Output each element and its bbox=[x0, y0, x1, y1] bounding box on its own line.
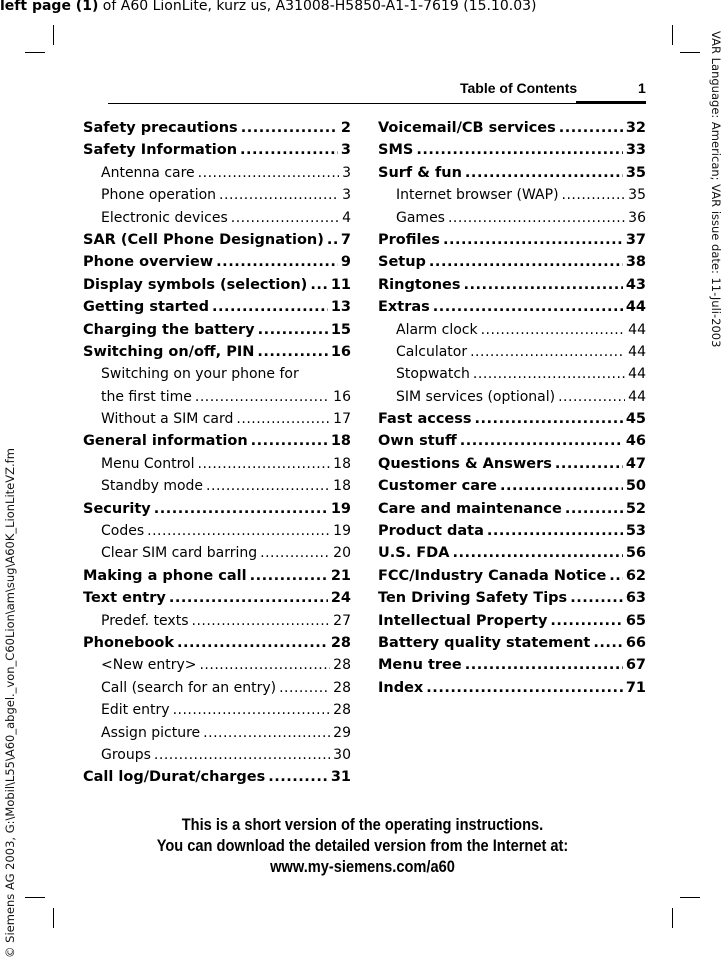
crop-mark bbox=[25, 52, 45, 53]
crop-mark bbox=[672, 908, 673, 928]
toc-leader-dots bbox=[433, 299, 623, 315]
crop-mark bbox=[680, 897, 700, 898]
toc-entry-label: Clear SIM card barring bbox=[101, 545, 258, 562]
toc-entry-label: Setup bbox=[378, 254, 426, 271]
toc-entry-page: 66 bbox=[625, 634, 646, 651]
toc-entry[interactable] bbox=[83, 142, 351, 164]
toc-entry[interactable] bbox=[83, 635, 351, 657]
toc-entry[interactable] bbox=[378, 344, 646, 366]
toc-entry-page: 21 bbox=[330, 567, 351, 584]
toc-entry[interactable] bbox=[378, 613, 646, 635]
toc-entry-label: Questions & Answers bbox=[378, 455, 552, 472]
toc-entry-page: 16 bbox=[333, 388, 351, 405]
toc-entry[interactable] bbox=[378, 523, 646, 545]
toc-entry-label: Own stuff bbox=[378, 433, 457, 450]
toc-leader-dots bbox=[558, 389, 625, 405]
toc-entry-page: 50 bbox=[625, 478, 646, 495]
toc-entry-label: Without a SIM card bbox=[101, 411, 234, 428]
toc-entry-page: 44 bbox=[628, 366, 646, 383]
toc-entry-label: Menu Control bbox=[101, 455, 195, 472]
toc-entry[interactable] bbox=[83, 769, 351, 791]
toc-entry[interactable] bbox=[83, 120, 351, 142]
toc-leader-dots bbox=[173, 702, 331, 718]
toc-entry-label: Safety precautions bbox=[83, 120, 238, 136]
toc-leader-dots bbox=[593, 635, 622, 651]
toc-entry-label: Product data bbox=[378, 523, 484, 540]
toc-leader-dots bbox=[169, 590, 328, 606]
toc-entry-label: Alarm clock bbox=[396, 321, 478, 338]
toc-entry-label: Battery quality statement bbox=[378, 634, 591, 651]
toc-entry[interactable] bbox=[378, 545, 646, 567]
toc-entry-page: 47 bbox=[625, 455, 646, 472]
toc-entry-label: Care and maintenance bbox=[378, 500, 562, 517]
toc-entry-label: Internet browser (WAP) bbox=[396, 187, 559, 204]
footer-url: www.my-siemens.com/a60 bbox=[270, 857, 455, 876]
toc-entry-label: Stopwatch bbox=[396, 366, 470, 383]
toc-entry[interactable] bbox=[83, 210, 351, 232]
toc-entry-label: Predef. texts bbox=[101, 612, 189, 629]
toc-entry-label: Switching on your phone for bbox=[101, 366, 299, 383]
toc-entry[interactable] bbox=[378, 590, 646, 612]
toc-leader-dots bbox=[460, 433, 623, 449]
toc-leader-dots bbox=[448, 210, 625, 226]
toc-entry-page: 28 bbox=[333, 679, 351, 696]
toc-entry[interactable] bbox=[83, 277, 351, 299]
toc-entry[interactable] bbox=[83, 232, 351, 254]
toc-entry-page: 13 bbox=[330, 299, 351, 316]
header-rule-accent bbox=[576, 101, 646, 104]
toc-entry-label: Call log/Durat/charges bbox=[83, 769, 266, 786]
toc-entry[interactable] bbox=[378, 411, 646, 433]
toc-leader-dots bbox=[206, 478, 330, 494]
toc-entry-page: 7 bbox=[340, 231, 351, 248]
toc-entry-label: the first time bbox=[101, 388, 192, 405]
toc-entry-label: Getting started bbox=[83, 299, 209, 316]
toc-entry-page: 3 bbox=[342, 164, 351, 181]
toc-entry[interactable] bbox=[83, 165, 351, 187]
toc-entry[interactable] bbox=[83, 747, 351, 769]
toc-entry[interactable] bbox=[83, 680, 351, 702]
toc-leader-dots bbox=[500, 478, 623, 494]
toc-entry-label: U.S. FDA bbox=[378, 545, 450, 562]
toc-entry[interactable] bbox=[378, 299, 646, 321]
toc-entry-page: 3 bbox=[342, 187, 351, 204]
toc-entry-label: SAR (Cell Phone Designation) bbox=[83, 231, 324, 248]
toc-leader-dots bbox=[470, 344, 625, 360]
toc-entry-page: 11 bbox=[330, 276, 351, 293]
toc-entry[interactable] bbox=[378, 568, 646, 590]
toc-entry[interactable] bbox=[83, 657, 351, 679]
toc-entry[interactable] bbox=[378, 187, 646, 209]
page-number: 1 bbox=[638, 80, 646, 96]
toc-leader-dots bbox=[236, 411, 330, 427]
toc-leader-dots bbox=[562, 187, 626, 203]
toc-entry-page: 46 bbox=[625, 433, 646, 450]
toc-entry-page: 4 bbox=[342, 209, 351, 226]
toc-leader-dots bbox=[147, 523, 330, 539]
toc-entry[interactable] bbox=[83, 366, 351, 388]
footer-line-1: This is a short version of the operating instructions. bbox=[181, 815, 544, 834]
toc-entry-page: 71 bbox=[625, 679, 646, 696]
toc-entry-label: Edit entry bbox=[101, 702, 170, 719]
toc-leader-dots bbox=[154, 747, 330, 763]
side-var-language: VAR Language: American; VAR issue date: 11-Juli-2003 bbox=[709, 31, 723, 348]
toc-leader-dots bbox=[481, 322, 626, 338]
toc-leader-dots bbox=[327, 232, 338, 248]
toc-entry-label: SIM services (optional) bbox=[396, 388, 556, 405]
toc-entry-page: 29 bbox=[333, 724, 351, 741]
toc-entry[interactable] bbox=[83, 187, 351, 209]
toc-entry-label: Codes bbox=[101, 523, 145, 540]
toc-entry-page: 19 bbox=[333, 523, 351, 540]
toc-entry[interactable] bbox=[378, 254, 646, 276]
toc-leader-dots bbox=[452, 545, 622, 561]
toc-entry-label: Display symbols (selection) bbox=[83, 276, 308, 293]
toc-entry[interactable] bbox=[83, 501, 351, 523]
toc-entry[interactable] bbox=[378, 142, 646, 164]
toc-entry-label: Phonebook bbox=[83, 634, 175, 651]
toc-leader-dots bbox=[241, 120, 338, 136]
toc-leader-dots bbox=[279, 680, 330, 696]
toc-entry-label: Charging the battery bbox=[83, 321, 255, 338]
toc-entry-label: FCC/Industry Canada Notice bbox=[378, 567, 607, 584]
toc-entry-page: 65 bbox=[625, 612, 646, 629]
toc-entry[interactable] bbox=[83, 725, 351, 747]
toc-leader-dots bbox=[570, 590, 623, 606]
page-header-title: Table of Contents bbox=[460, 80, 578, 96]
toc-entry[interactable] bbox=[83, 299, 351, 321]
toc-leader-dots bbox=[199, 657, 330, 673]
toc-leader-dots bbox=[559, 120, 623, 136]
toc-right-column bbox=[378, 120, 646, 702]
toc-entry-page: 45 bbox=[625, 411, 646, 428]
toc-entry-label: <New entry> bbox=[101, 657, 197, 674]
toc-left-column bbox=[83, 120, 351, 792]
toc-entry-page: 15 bbox=[330, 321, 351, 338]
toc-leader-dots bbox=[465, 165, 623, 181]
toc-entry[interactable] bbox=[378, 165, 646, 187]
toc-leader-dots bbox=[231, 210, 339, 226]
toc-entry-page: 62 bbox=[625, 567, 646, 584]
toc-entry-label: Customer care bbox=[378, 478, 497, 495]
toc-entry-label: Surf & fun bbox=[378, 164, 462, 181]
toc-entry[interactable] bbox=[83, 613, 351, 635]
toc-entry-label: Switching on/off, PIN bbox=[83, 343, 255, 360]
toc-entry-label: General information bbox=[83, 433, 248, 450]
toc-entry[interactable] bbox=[83, 702, 351, 724]
toc-leader-dots bbox=[154, 501, 328, 517]
toc-entry-page: 2 bbox=[340, 120, 351, 136]
toc-entry-label: Security bbox=[83, 500, 151, 517]
toc-leader-dots bbox=[260, 545, 330, 561]
toc-entry-label: Menu tree bbox=[378, 657, 462, 674]
footer-line-2: You can download the detailed version from the Internet at: bbox=[156, 836, 569, 855]
toc-entry-label: Antenna care bbox=[101, 164, 195, 181]
toc-entry-label: Profiles bbox=[378, 231, 440, 248]
print-banner-bold: left page (1) bbox=[0, 0, 99, 14]
toc-entry-page: 28 bbox=[333, 657, 351, 674]
toc-entry-page: 16 bbox=[330, 343, 351, 360]
toc-leader-dots bbox=[426, 680, 623, 696]
toc-entry-page: 36 bbox=[628, 209, 646, 226]
toc-entry-page: 35 bbox=[625, 164, 646, 181]
toc-entry-page: 20 bbox=[333, 545, 351, 562]
crop-mark bbox=[680, 52, 700, 53]
toc-entry[interactable] bbox=[378, 210, 646, 232]
toc-entry[interactable] bbox=[83, 433, 351, 455]
toc-entry-label: Intellectual Property bbox=[378, 612, 548, 629]
toc-entry[interactable] bbox=[83, 389, 351, 411]
toc-leader-dots bbox=[240, 142, 338, 158]
footer-note bbox=[51, 814, 675, 877]
toc-entry-page: 44 bbox=[628, 321, 646, 338]
toc-entry-page: 37 bbox=[625, 231, 646, 248]
toc-leader-dots bbox=[212, 299, 328, 315]
toc-entry[interactable] bbox=[378, 389, 646, 411]
toc-entry-page: 63 bbox=[625, 590, 646, 607]
toc-entry[interactable] bbox=[378, 366, 646, 388]
crop-mark bbox=[53, 908, 54, 928]
toc-entry[interactable] bbox=[83, 254, 351, 276]
toc-entry[interactable] bbox=[378, 120, 646, 142]
toc-entry-page: 56 bbox=[625, 545, 646, 562]
crop-mark bbox=[53, 25, 54, 45]
toc-entry-page: 30 bbox=[333, 746, 351, 763]
toc-leader-dots bbox=[257, 344, 327, 360]
toc-entry[interactable] bbox=[378, 433, 646, 455]
toc-entry-page: 18 bbox=[333, 455, 351, 472]
toc-entry[interactable] bbox=[378, 657, 646, 679]
toc-leader-dots bbox=[565, 501, 623, 517]
toc-leader-dots bbox=[250, 568, 328, 584]
toc-entry-label: Extras bbox=[378, 299, 430, 316]
toc-entry[interactable] bbox=[83, 478, 351, 500]
toc-entry-label: Phone overview bbox=[83, 254, 214, 271]
toc-leader-dots bbox=[198, 456, 331, 472]
toc-leader-dots bbox=[219, 187, 339, 203]
toc-entry[interactable] bbox=[83, 523, 351, 545]
toc-entry-page: 44 bbox=[625, 299, 646, 316]
toc-entry-page: 31 bbox=[330, 769, 351, 786]
toc-entry-page: 53 bbox=[625, 523, 646, 540]
toc-leader-dots bbox=[550, 613, 622, 629]
toc-entry[interactable] bbox=[83, 590, 351, 612]
side-file-path: © Siemens AG 2003, G:\Mobil\L55\A60_abgel._von_C60Lion\am\sug\A60K_LionLiteVZ.fm bbox=[3, 448, 17, 958]
toc-entry-label: Groups bbox=[101, 746, 151, 763]
toc-entry-label: Call (search for an entry) bbox=[101, 679, 277, 696]
toc-entry-page: 19 bbox=[330, 500, 351, 517]
toc-entry[interactable] bbox=[83, 344, 351, 366]
toc-leader-dots bbox=[416, 142, 622, 158]
toc-entry-page: 44 bbox=[628, 388, 646, 405]
toc-leader-dots bbox=[203, 725, 330, 741]
toc-entry-label: Fast access bbox=[378, 411, 472, 428]
toc-entry-page: 27 bbox=[333, 612, 351, 629]
toc-leader-dots bbox=[192, 613, 331, 629]
toc-leader-dots bbox=[258, 322, 328, 338]
toc-entry-label: Electronic devices bbox=[101, 209, 228, 226]
toc-entry[interactable] bbox=[378, 277, 646, 299]
toc-entry-page: 9 bbox=[340, 254, 351, 271]
toc-leader-dots bbox=[465, 657, 623, 673]
toc-entry[interactable] bbox=[378, 322, 646, 344]
toc-entry-page: 28 bbox=[330, 634, 351, 651]
toc-entry-label: Standby mode bbox=[101, 478, 204, 495]
toc-entry-label: SMS bbox=[378, 142, 414, 159]
toc-entry-label: Calculator bbox=[396, 343, 468, 360]
toc-entry-label: Text entry bbox=[83, 590, 166, 607]
toc-entry-page: 67 bbox=[625, 657, 646, 674]
toc-leader-dots bbox=[475, 411, 623, 427]
toc-leader-dots bbox=[609, 568, 623, 584]
toc-entry-page: 44 bbox=[628, 343, 646, 360]
toc-entry-label: Safety Information bbox=[83, 142, 238, 159]
toc-entry-page: 3 bbox=[340, 142, 351, 159]
print-banner-rest: of A60 LionLite, kurz us, A31008-H5850-A1-1-7619 (15.10.03) bbox=[98, 0, 537, 14]
toc-entry-page: 28 bbox=[333, 702, 351, 719]
toc-entry-page: 43 bbox=[625, 276, 646, 293]
toc-leader-dots bbox=[310, 277, 328, 293]
toc-entry[interactable] bbox=[83, 456, 351, 478]
header-rule bbox=[108, 103, 576, 104]
toc-entry-label: Voicemail/CB services bbox=[378, 120, 556, 136]
toc-entry-label: Ten Driving Safety Tips bbox=[378, 590, 568, 607]
toc-entry-label: Index bbox=[378, 679, 424, 696]
toc-entry[interactable] bbox=[83, 568, 351, 590]
print-banner bbox=[0, 0, 537, 14]
toc-entry-label: Phone operation bbox=[101, 187, 217, 204]
toc-leader-dots bbox=[216, 254, 338, 270]
toc-entry-page: 17 bbox=[333, 411, 351, 428]
toc-entry-page: 38 bbox=[625, 254, 646, 271]
toc-leader-dots bbox=[555, 456, 623, 472]
crop-mark bbox=[672, 25, 673, 45]
toc-leader-dots bbox=[487, 523, 623, 539]
toc-leader-dots bbox=[443, 232, 623, 248]
crop-mark bbox=[25, 897, 45, 898]
toc-leader-dots bbox=[195, 389, 330, 405]
toc-leader-dots bbox=[177, 635, 328, 651]
toc-entry-page: 52 bbox=[625, 500, 646, 517]
toc-entry[interactable] bbox=[378, 501, 646, 523]
toc-entry-label: Games bbox=[396, 209, 445, 226]
toc-entry[interactable] bbox=[378, 680, 646, 702]
toc-entry[interactable] bbox=[83, 322, 351, 344]
toc-entry-page: 35 bbox=[628, 187, 646, 204]
toc-leader-dots bbox=[251, 433, 328, 449]
toc-entry[interactable] bbox=[83, 411, 351, 433]
toc-entry[interactable] bbox=[378, 635, 646, 657]
toc-entry-page: 24 bbox=[330, 590, 351, 607]
toc-entry-label: Ringtones bbox=[378, 276, 461, 293]
toc-entry-label: Assign picture bbox=[101, 724, 201, 741]
toc-entry-label: Making a phone call bbox=[83, 567, 247, 584]
toc-entry[interactable] bbox=[378, 478, 646, 500]
toc-leader-dots bbox=[464, 277, 623, 293]
toc-entry-page: 18 bbox=[330, 433, 351, 450]
toc-leader-dots bbox=[473, 366, 625, 382]
toc-entry-page: 32 bbox=[625, 120, 646, 136]
toc-entry-page: 18 bbox=[333, 478, 351, 495]
toc-entry-page: 33 bbox=[625, 142, 646, 159]
toc-leader-dots bbox=[429, 254, 623, 270]
toc-entry[interactable] bbox=[83, 545, 351, 567]
toc-leader-dots bbox=[198, 165, 339, 181]
toc-entry[interactable] bbox=[378, 456, 646, 478]
toc-leader-dots bbox=[268, 769, 328, 785]
toc-entry[interactable] bbox=[378, 232, 646, 254]
